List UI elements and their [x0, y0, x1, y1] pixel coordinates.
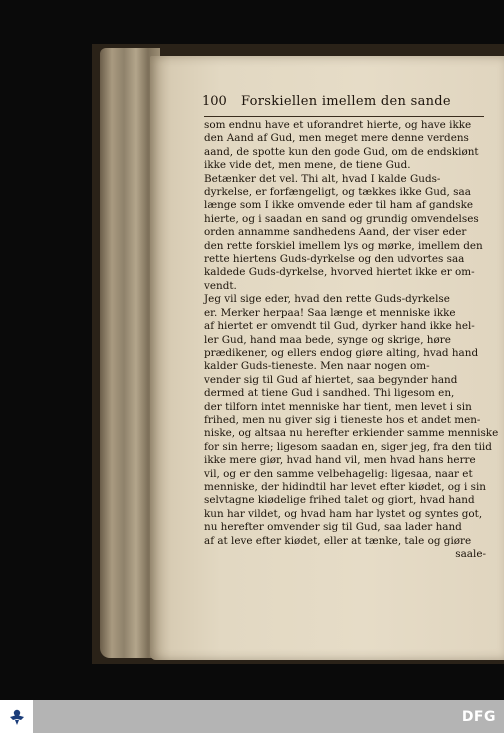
- text-line: hierte, og i saadan en sand og grundig omvendelses: [204, 212, 479, 225]
- header-rule: [204, 116, 484, 117]
- text-line: orden annamme sandhedens Aand, der viser eder: [204, 226, 467, 239]
- page-body-text: [204, 119, 499, 561]
- running-title: Forskiellen imellem den sande: [240, 94, 451, 109]
- text-line: kalder Guds-tieneste. Men naar nogen om-: [204, 360, 430, 373]
- text-line: rette hiertens Guds-dyrkelse og den udvortes saa: [204, 253, 465, 266]
- text-line: prædikener, og ellers endog giøre alting, hvad hand: [204, 346, 479, 359]
- text-line: der tilforn intet menniske har tient, men levet i sin: [204, 400, 472, 413]
- text-line: er. Merker herpaa! Saa længe et menniske ikke: [204, 306, 456, 319]
- page-number: 100: [202, 94, 227, 109]
- text-line: kun har vildet, og hvad ham har lystet og syntes got,: [204, 507, 483, 520]
- text-line: dermed at tiene Gud i sandhed. Thi ligesom en,: [204, 387, 455, 400]
- page-header: [202, 94, 504, 116]
- text-line: frihed, men nu giver sig i tieneste hos et andet men-: [204, 413, 481, 426]
- text-line: dyrkelse, er forfængeligt, og tækkes ikke Gud, saa: [204, 186, 471, 199]
- text-line: ikke vide det, men mene, de tiene Gud.: [204, 159, 411, 172]
- text-line: den rette forskiel imellem lys og mørke, imellem den: [204, 239, 483, 252]
- text-line: af at leve efter kiødet, eller at tænke, tale og giøre: [204, 534, 472, 547]
- text-line: nu herefter omvender sig til Gud, saa lader hand: [204, 521, 462, 534]
- catchword: saale-: [455, 548, 486, 560]
- dfg-logo[interactable]: DFG: [461, 709, 496, 725]
- text-line: længe som I ikke omvende eder til ham af gandske: [204, 199, 474, 212]
- viewer-footer-bar: [0, 700, 504, 733]
- text-line: ikke mere giør, hvad hand vil, men hvad hans herre: [204, 454, 476, 467]
- text-line: aand, de spotte kun den gode Gud, om de endskiønt: [204, 145, 479, 158]
- francke-foundation-logo[interactable]: [0, 700, 33, 733]
- text-line: vil, og er den samme velbehagelig: ligesaa, naar et: [204, 467, 473, 480]
- text-line: Jeg vil sige eder, hvad den rette Guds-dyrkelse: [204, 293, 450, 306]
- text-line: vendt.: [204, 279, 237, 292]
- text-line: kaldede Guds-dyrkelse, hvorved hiertet ikke er om-: [204, 266, 475, 279]
- text-line: vender sig til Gud af hiertet, saa begynder hand: [204, 373, 458, 386]
- eagle-sun-icon: [9, 708, 25, 726]
- text-line: af hiertet er omvendt til Gud, dyrker hand ikke hel-: [204, 320, 475, 333]
- text-line: den Aand af Gud, men meget mere denne verdens: [204, 132, 469, 145]
- text-line: selvtagne kiødelige frihed talet og giort, hvad hand: [204, 494, 475, 507]
- text-line: for sin herre; ligesom saadan en, siger jeg, fra den tiid: [204, 440, 492, 453]
- text-line: niske, og altsaa nu herefter erkiender samme menniske: [204, 427, 499, 440]
- text-line: som endnu have et uforandret hierte, og have ikke: [204, 119, 472, 131]
- text-line: Betænker det vel. Thi alt, hvad I kalde Guds-: [204, 172, 441, 185]
- text-line: ler Gud, hand maa bede, synge og skrige, høre: [204, 333, 451, 346]
- text-line: menniske, der hidindtil har levet efter kiødet, og i sin: [204, 480, 486, 493]
